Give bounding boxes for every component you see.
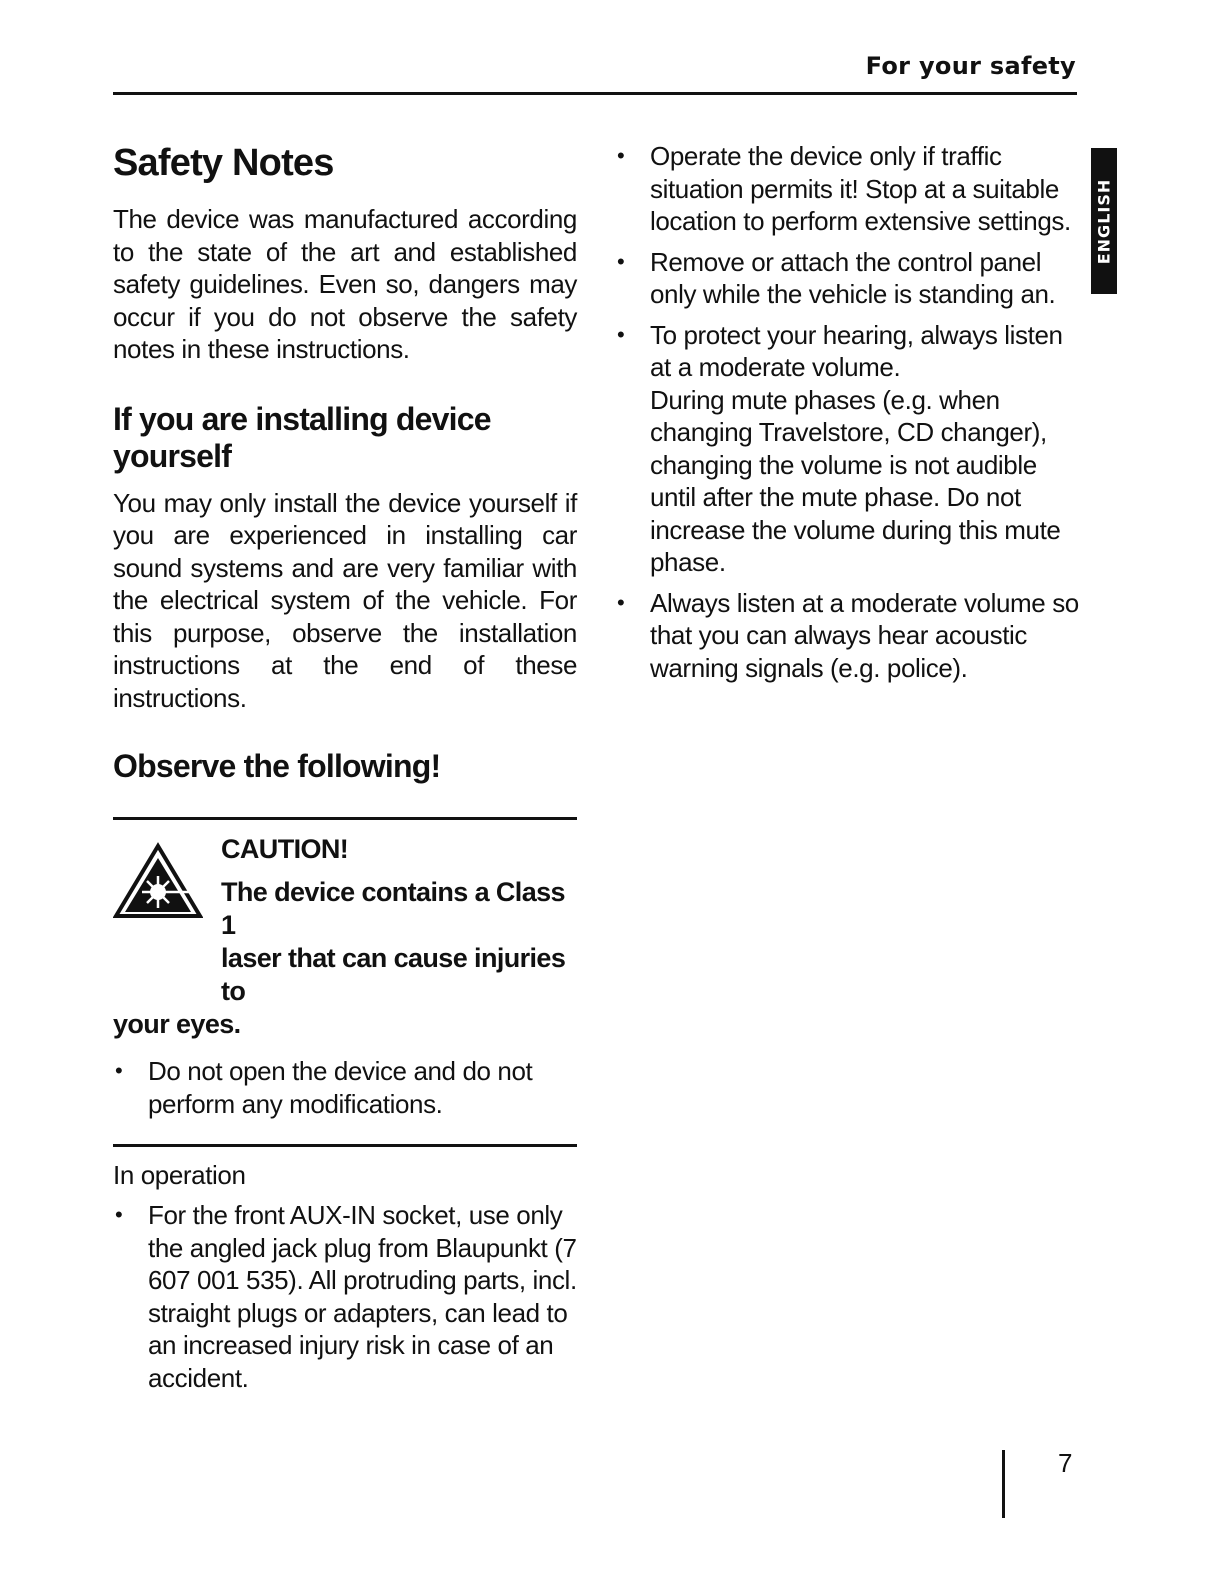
bullet-icon: • [115, 1058, 123, 1083]
operation-heading: In operation [113, 1160, 246, 1190]
left-column [113, 140, 577, 1402]
header-rule [113, 92, 1077, 95]
language-tab [1091, 148, 1117, 294]
safety-bullet [615, 319, 1085, 579]
operation-bullet [113, 1199, 577, 1394]
install-heading: If you are installing device yourself [113, 400, 491, 474]
hearing-note: During mute phases (e.g. when changing Travelstore, CD changer), changing the volume is not audible until after the mute phase. Do not increase the volume during this mute phase. [650, 384, 1061, 577]
bullet-icon: • [617, 321, 625, 347]
intro-paragraph: The device was manufactured according to the state of the art and established safety guidelines. Even so, dangers may occur if you do not observe the safety notes in these instructions. [113, 204, 577, 364]
caution-title: CAUTION! [221, 834, 349, 864]
safety-bullet [615, 246, 1085, 311]
caution-bullet [113, 1055, 577, 1120]
safety-bullet-text: Operate the device only if traffic situation permits it! Stop at a suitable location to perform extensive settings. [650, 141, 1071, 236]
safety-bullet [615, 587, 1085, 685]
safety-bullet-text: To protect your hearing, always listen at a moderate volume. [650, 319, 1063, 382]
observe-heading: Observe the following! [113, 748, 441, 784]
right-column [615, 140, 1085, 692]
caution-text-line-1: The device contains a Class 1 [221, 877, 565, 940]
caution-text-line-2: laser that can cause injuries to [221, 943, 566, 1006]
page-title: Safety Notes [113, 142, 334, 184]
bullet-icon: • [617, 248, 625, 274]
page-number: 7 [1058, 1448, 1073, 1478]
operation-bullet-text: For the front AUX-IN socket, use only the angled jack plug from Blaupunkt (7 607 001 535). All protruding parts, incl. straight plugs or adapters, can lead to an increased injury risk in case of an accident. [148, 1200, 577, 1393]
footer-rule [1002, 1450, 1005, 1518]
safety-bullet [615, 140, 1085, 238]
caution-bullet-text: Do not open the device and do not perform any modifications. [148, 1056, 533, 1119]
safety-bullet-text: Remove or attach the control panel only while the vehicle is standing an. [650, 246, 1056, 309]
bullet-icon: • [115, 1202, 123, 1227]
laser-warning-icon [113, 842, 203, 920]
page-header-title: For your safety [865, 52, 1076, 80]
language-tab-label: ENGLISH [1094, 178, 1114, 264]
bullet-icon: • [617, 143, 625, 168]
safety-bullet-text: Always listen at a moderate volume so that you can always hear acoustic warning signals (e.g. police). [650, 587, 1079, 683]
install-paragraph: You may only install the device yourself if you are experienced in installing car sound systems and are very familiar with the electrical system of the vehicle. For this purpose, observe the installation instructions at the end of these instructions. [113, 487, 577, 713]
bullet-icon: • [617, 589, 625, 615]
caution-box [113, 817, 577, 1147]
caution-text-tail: your eyes. [113, 1009, 241, 1039]
